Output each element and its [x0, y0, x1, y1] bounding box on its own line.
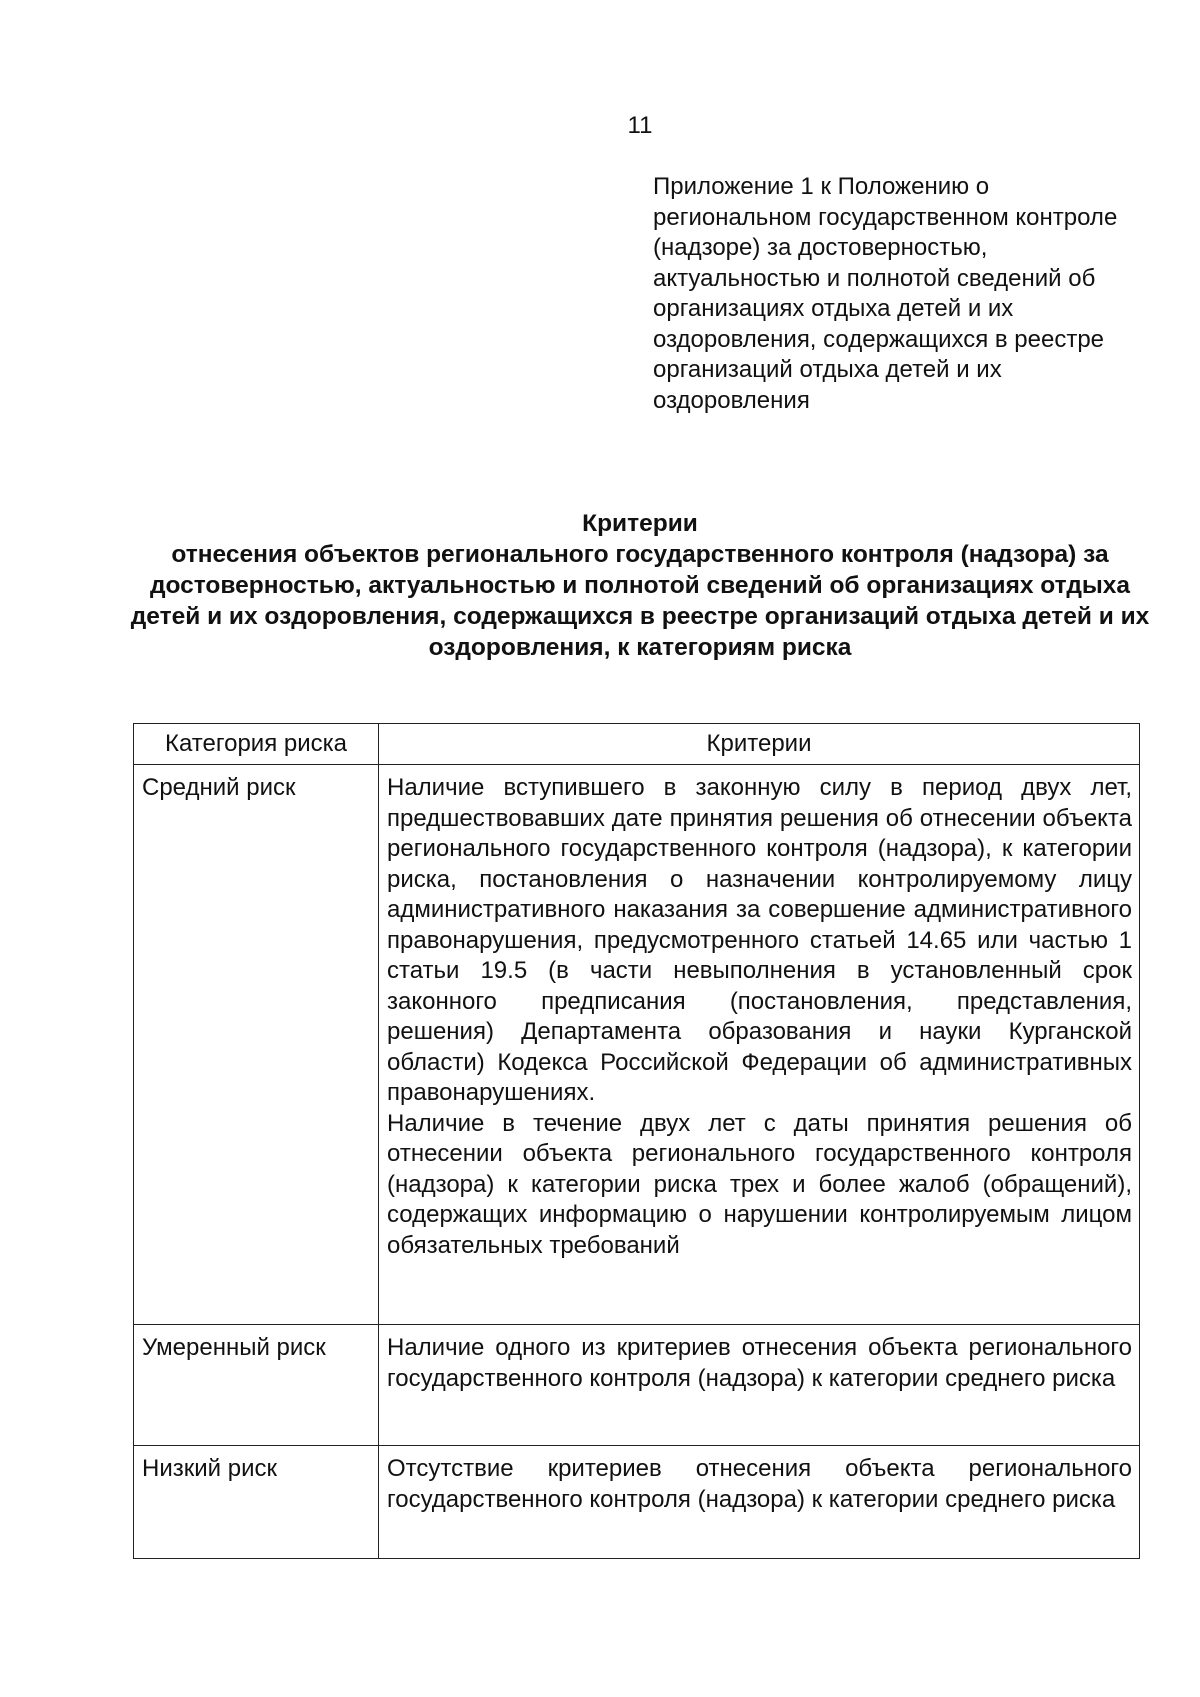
document-title: [130, 508, 1150, 663]
table-header-row: [134, 724, 1140, 765]
criteria-medium: [379, 765, 1140, 1325]
criteria-paragraph: Отсутствие критериев отнесения объекта регионального государственного контроля (надзора) к категории среднего риска: [387, 1455, 1132, 1513]
criteria-paragraph: Наличие одного из критериев отнесения объекта регионального государственного контроля (надзора) к категории среднего риска: [387, 1334, 1132, 1392]
criteria-paragraph: Наличие в течение двух лет с даты принятия решения об отнесении объекта регионального государственного контроля (надзора) к категории риска трех и более жалоб (обращений), содержащих информацию о нарушении контролируемым лицом обязательных требований: [387, 1109, 1132, 1259]
column-header-risk-category: Категория риска: [134, 724, 379, 765]
table-row: [134, 765, 1140, 1325]
table-row: [134, 1325, 1140, 1446]
risk-category-moderate: Умеренный риск: [134, 1325, 379, 1446]
criteria-paragraph: Наличие вступившего в законную силу в период двух лет, предшествовавших дате принятия решения об отнесении объекта регионального государственного контроля (надзора), к категории риска, постановления о назначении контролируемому лицу административного наказания за совершение административного правонарушения, предусмотренного статьей 14.65 или частью 1 статьи 19.5 (в части невыполнения в установленный срок законного предписания (постановления, представления, решения) Департамента образования и науки Курганской области) Кодекса Российской Федерации об административных правонарушениях.: [387, 774, 1132, 1106]
risk-category-medium: Средний риск: [134, 765, 379, 1325]
column-header-criteria: Критерии: [379, 724, 1140, 765]
risk-category-low: Низкий риск: [134, 1446, 379, 1559]
risk-criteria-table: [133, 723, 1140, 1559]
table-row: [134, 1446, 1140, 1559]
appendix-note: Приложение 1 к Положению о региональном государственном контроле (надзоре) за достоверностью, актуальностью и полнотой сведений об организациях отдыха детей и их оздоровления, содержащихся в реестре организаций отдыха детей и их оздоровления: [653, 173, 1118, 414]
page-number: 11: [627, 112, 653, 139]
criteria-low: [379, 1446, 1140, 1559]
criteria-moderate: [379, 1325, 1140, 1446]
title-heading: Критерии: [582, 510, 698, 537]
title-subtitle: отнесения объектов регионального государственного контроля (надзора) за достоверностью, актуальностью и полнотой сведений об организациях отдыха детей и их оздоровления, содержащихся в реестре организаций отдыха детей и их оздоровления, к категориям риска: [130, 541, 1150, 661]
